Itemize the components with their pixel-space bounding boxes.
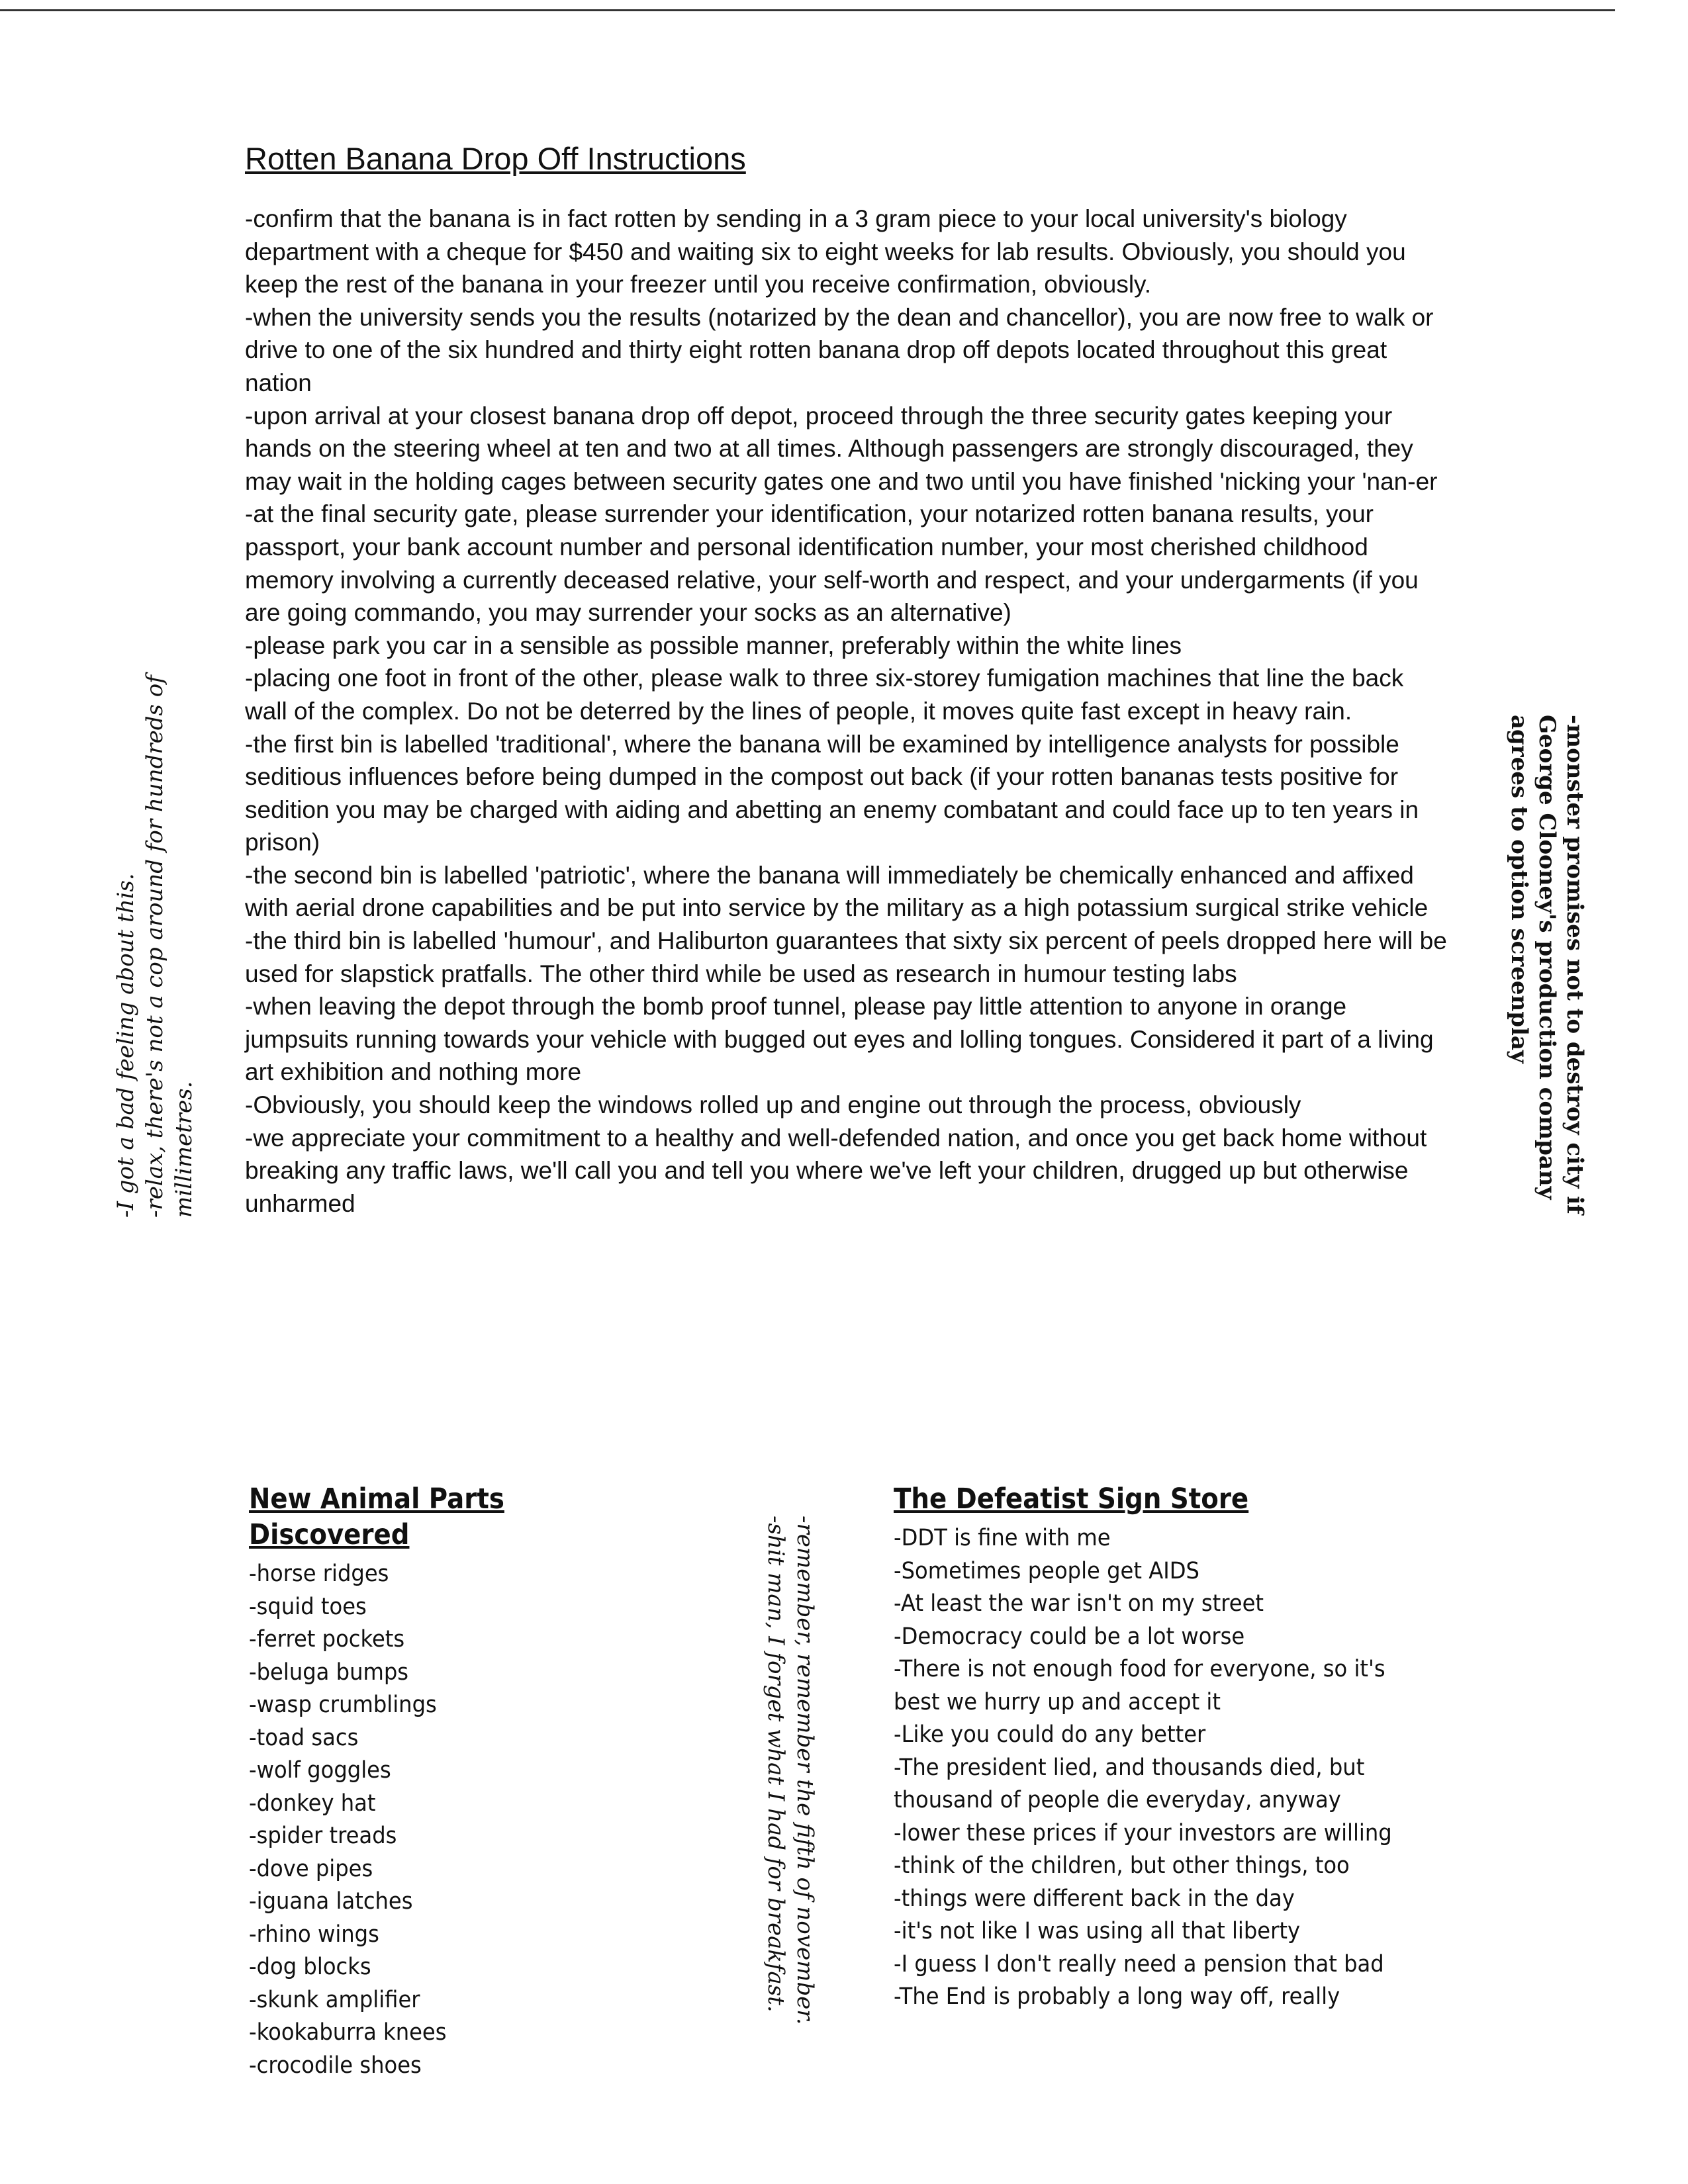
side-note-left xyxy=(111,675,199,1218)
animal-parts-section xyxy=(249,1481,673,2082)
list-item: -crocodile shoes xyxy=(249,2052,422,2079)
list-item: -squid toes xyxy=(249,1593,367,1620)
list-item: -rhino wings xyxy=(249,1921,379,1948)
banana-instructions-section xyxy=(245,139,1450,1220)
list-item: -I guess I don't really need a pension that bad xyxy=(894,1950,1384,1978)
list-item: -dove pipes xyxy=(249,1855,373,1882)
list-item: -There is not enough food for everyone, so it's best we hurry up and accept it xyxy=(894,1656,1385,1715)
side-note-right xyxy=(1505,715,1589,1214)
list-item: -The End is probably a long way off, really xyxy=(894,1983,1340,2010)
list-item: -spider treads xyxy=(249,1823,397,1849)
list-item: -dog blocks xyxy=(249,1954,371,1980)
list-item: -The president lied, and thousands died, but thousand of people die everyday, anyway xyxy=(894,1754,1365,1813)
note-line: -I got a bad feeling about this. xyxy=(113,873,139,1218)
list-item: -think of the children, but other things, too xyxy=(894,1852,1350,1879)
top-rule xyxy=(0,9,1615,11)
list-item: -iguana latches xyxy=(249,1888,413,1915)
sign-store-title: The Defeatist Sign Store xyxy=(894,1482,1249,1516)
list-item: -wasp crumblings xyxy=(249,1692,437,1718)
list-item: -DDT is fine with me xyxy=(894,1525,1111,1551)
instruction-paragraph: -Obviously, you should keep the windows rolled up and engine out through the process, obviously xyxy=(245,1091,1301,1119)
instruction-paragraph: -the first bin is labelled 'traditional', where the banana will be examined by intelligence analysts for possible seditious influences before being dumped in the compost out back (if your rotten bananas tests positive for sedition you may be charged with aiding and abetting an enemy combatant and could face up to ten years in prison) xyxy=(245,730,1419,856)
side-note-center xyxy=(761,1516,820,2025)
list-item: -kookaburra knees xyxy=(249,2019,447,2046)
list-item: -beluga bumps xyxy=(249,1659,409,1686)
instruction-paragraph: -placing one foot in front of the other, please walk to three six-storey fumigation machines that line the back wall of the complex. Do not be deterred by the lines of people, it moves quite fast except in heavy rain. xyxy=(245,664,1404,725)
list-item: -toad sacs xyxy=(249,1724,359,1751)
note-line: agrees to option screenplay xyxy=(1506,715,1532,1064)
instruction-paragraph: -the third bin is labelled 'humour', and Haliburton guarantees that sixty six percent of peels dropped here will be used for slapstick pratfalls. The other third while be used as research in humour testing labs xyxy=(245,927,1447,987)
note-line: millimetres. xyxy=(171,1081,197,1218)
note-line: -monster promises not to destroy city if xyxy=(1562,715,1588,1214)
animal-parts-list xyxy=(249,1558,673,2082)
list-item: -it's not like I was using all that liberty xyxy=(894,1918,1301,1944)
instruction-paragraph: -please park you car in a sensible as possible manner, preferably within the white lines xyxy=(245,631,1182,659)
instruction-paragraph: -confirm that the banana is in fact rotten by sending in a 3 gram piece to your local university's biology department with a cheque for $450 and waiting six to eight weeks for lab results. Obviously, you should you keep the rest of the banana in your freezer until you receive confirmation, obviously. xyxy=(245,205,1406,298)
instructions-body xyxy=(245,203,1450,1220)
list-item: -ferret pockets xyxy=(249,1626,405,1653)
sign-store-section xyxy=(894,1481,1463,2014)
instruction-paragraph: -we appreciate your commitment to a healthy and well-defended nation, and once you get back home without breaking any traffic laws, we'll call you and tell you where we've left your children, drugged up but otherwise unharmed xyxy=(245,1124,1427,1217)
sign-store-list xyxy=(894,1522,1463,2014)
instruction-paragraph: -when the university sends you the results (notarized by the dean and chancellor), you are now free to walk or drive to one of the six hundred and thirty eight rotten banana drop off depots located throughout this great nation xyxy=(245,303,1434,396)
list-item: -skunk amplifier xyxy=(249,1986,420,2013)
list-item: -At least the war isn't on my street xyxy=(894,1590,1264,1617)
instruction-paragraph: -when leaving the depot through the bomb proof tunnel, please pay little attention to anyone in orange jumpsuits running towards your vehicle with bugged out eyes and lolling tongues. Considered it part of a living art exhibition and nothing more xyxy=(245,993,1434,1086)
list-item: -Sometimes people get AIDS xyxy=(894,1557,1199,1584)
note-line: -shit man, I forget what I had for breakfast. xyxy=(763,1516,789,2013)
note-line: George Clooney's production company xyxy=(1534,715,1560,1200)
note-line: -remember, remember the fifth of november. xyxy=(792,1516,818,2025)
list-item: -Democracy could be a lot worse xyxy=(894,1623,1245,1650)
instruction-paragraph: -the second bin is labelled 'patriotic', where the banana will immediately be chemically enhanced and affixed with aerial drone capabilities and be put into service by the military as a high potassium surgical strike vehicle xyxy=(245,861,1429,922)
animal-parts-title: New Animal Parts Discovered xyxy=(249,1482,504,1551)
page-title: Rotten Banana Drop Off Instructions xyxy=(245,141,746,176)
list-item: -things were different back in the day xyxy=(894,1885,1295,1912)
list-item: -donkey hat xyxy=(249,1790,376,1817)
list-item: -wolf goggles xyxy=(249,1757,391,1784)
list-item: -horse ridges xyxy=(249,1561,389,1587)
note-line: -relax, there's not a cop around for hundreds of xyxy=(142,675,168,1218)
instruction-paragraph: -upon arrival at your closest banana drop off depot, proceed through the three security gates keeping your hands on the steering wheel at ten and two at all times. Although passengers are strongly discouraged, they may wait in the holding cages between security gates one and two until you have finished 'nicking your 'nan-er xyxy=(245,402,1438,495)
instruction-paragraph: -at the final security gate, please surrender your identification, your notarized rotten banana results, your passport, your bank account number and personal identification number, your most cherished childhood memory involving a currently deceased relative, your self-worth and respect, and your undergarments (if you are going commando, you may surrender your socks as an alternative) xyxy=(245,500,1419,627)
list-item: -Like you could do any better xyxy=(894,1721,1206,1748)
list-item: -lower these prices if your investors are willing xyxy=(894,1819,1392,1846)
